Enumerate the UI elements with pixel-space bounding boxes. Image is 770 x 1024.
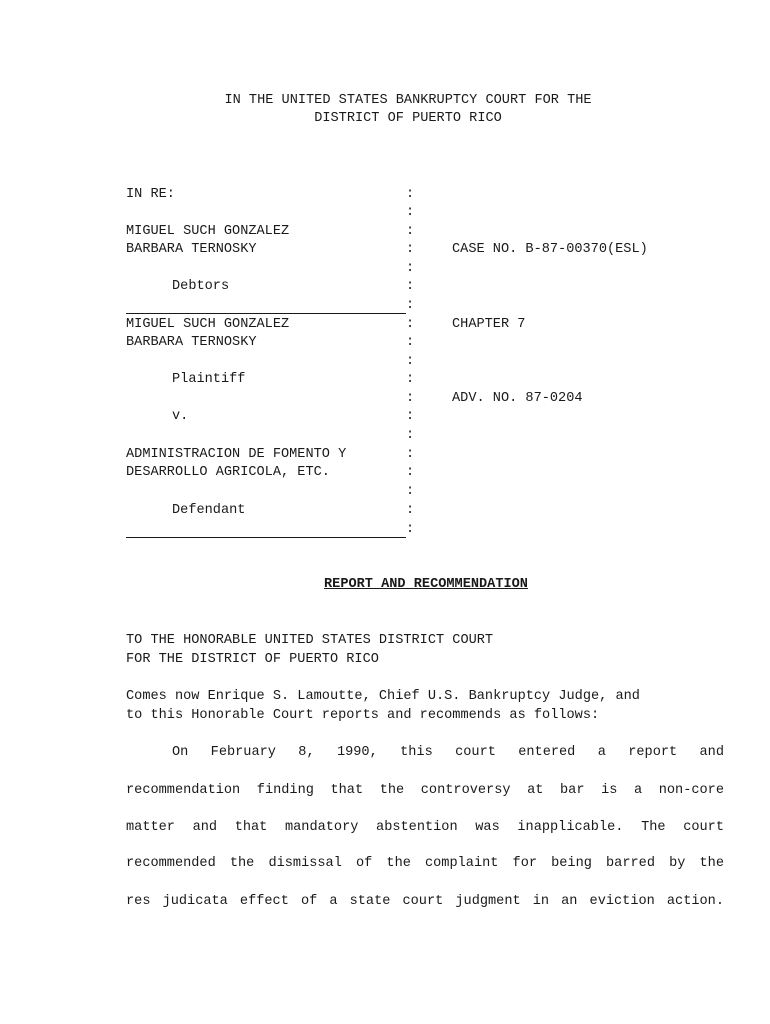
intro-line-1: Comes now Enrique S. Lamoutte, Chief U.S. Bankruptcy Judge, and — [126, 689, 640, 704]
body-line-2: recommendation finding that the controversy at bar is a non-core — [126, 783, 724, 798]
debtors-label: Debtors — [172, 279, 230, 294]
plaintiff-label: Plaintiff — [172, 372, 246, 387]
caption-divider-1 — [126, 313, 406, 314]
caption-colon: : — [406, 261, 415, 276]
plaintiff-name-1: MIGUEL SUCH GONZALEZ — [126, 317, 290, 332]
court-name-line2: DISTRICT OF PUERTO RICO — [314, 111, 502, 126]
caption-colon: : — [406, 317, 415, 332]
body-line-4: recommended the dismissal of the complaint for being barred by the — [126, 856, 724, 871]
defendant-name-2: DESARROLLO AGRICOLA, ETC. — [126, 465, 330, 480]
caption-colon: : — [406, 354, 415, 369]
case-number: CASE NO. B-87-00370(ESL) — [452, 242, 648, 257]
caption-colon: : — [406, 224, 415, 239]
body-line-1: On February 8, 1990, this court entered a report and — [172, 745, 724, 760]
defendant-label: Defendant — [172, 503, 246, 518]
caption-colon: : — [406, 503, 415, 518]
address-line-2: FOR THE DISTRICT OF PUERTO RICO — [126, 652, 379, 667]
caption-colon: : — [406, 484, 415, 499]
debtor-name-1: MIGUEL SUCH GONZALEZ — [126, 224, 290, 239]
adversary-number: ADV. NO. 87-0204 — [452, 391, 583, 406]
in-re-label: IN RE: — [126, 187, 175, 202]
document-title: REPORT AND RECOMMENDATION — [324, 577, 528, 592]
debtor-name-2: BARBARA TERNOSKY — [126, 242, 257, 257]
caption-colon: : — [406, 391, 415, 406]
caption-colon: : — [406, 298, 415, 313]
caption-colon: : — [406, 409, 415, 424]
caption-colon: : — [406, 372, 415, 387]
body-line-5: res judicata effect of a state court judgment in an eviction action. — [126, 894, 724, 909]
versus-label: v. — [172, 409, 189, 424]
address-line-1: TO THE HONORABLE UNITED STATES DISTRICT COURT — [126, 633, 494, 648]
body-line-3: matter and that mandatory abstention was inapplicable. The court — [126, 820, 724, 835]
caption-colon: : — [406, 205, 415, 220]
caption-colon: : — [406, 522, 415, 537]
caption-colon: : — [406, 465, 415, 480]
caption-colon: : — [406, 447, 415, 462]
defendant-name-1: ADMINISTRACION DE FOMENTO Y — [126, 447, 347, 462]
caption-colon: : — [406, 279, 415, 294]
chapter-number: CHAPTER 7 — [452, 317, 526, 332]
plaintiff-name-2: BARBARA TERNOSKY — [126, 335, 257, 350]
caption-colon: : — [406, 428, 415, 443]
caption-colon: : — [406, 187, 415, 202]
court-name-line1: IN THE UNITED STATES BANKRUPTCY COURT FOR THE — [224, 93, 592, 108]
caption-colon: : — [406, 242, 415, 257]
caption-divider-2 — [126, 537, 406, 538]
caption-colon: : — [406, 335, 415, 350]
intro-line-2: to this Honorable Court reports and recommends as follows: — [126, 708, 600, 723]
